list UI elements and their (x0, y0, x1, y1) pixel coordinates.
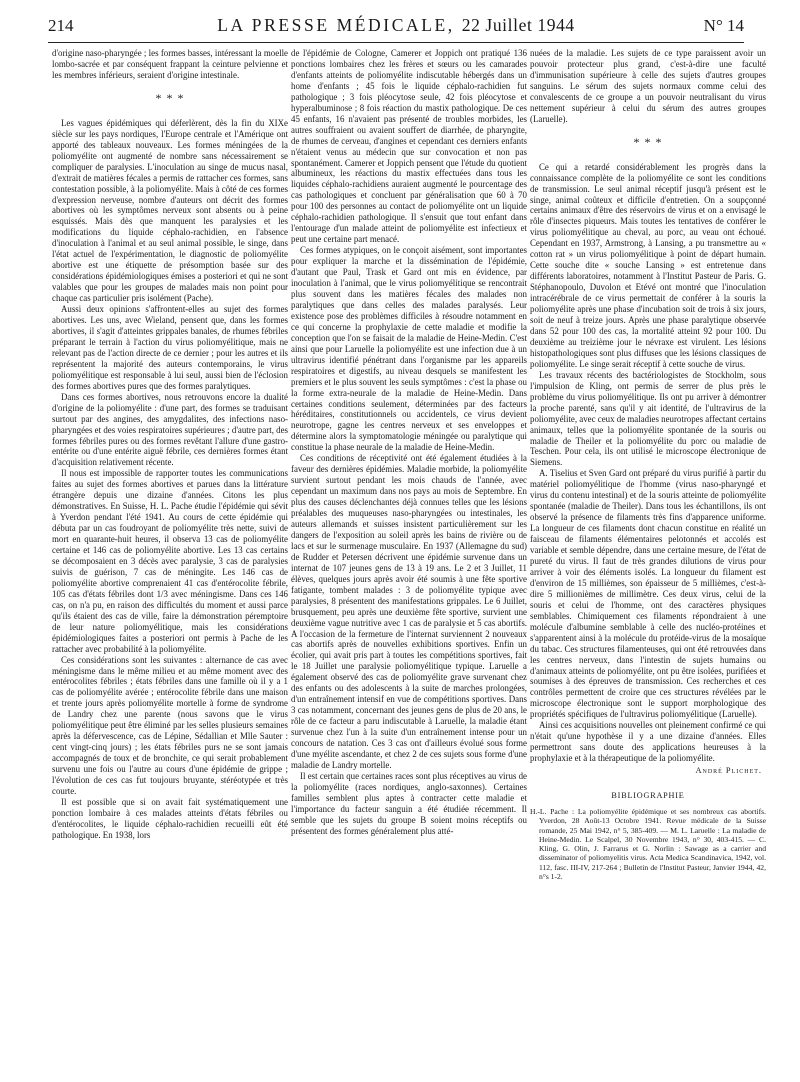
text-column-2 (291, 48, 527, 837)
bibliography-heading: BIBLIOGRAPHIE (611, 791, 685, 801)
journal-title-line (48, 15, 744, 36)
paragraph: Aussi deux opinions s'affrontent-elles au sujet des formes abortives. Les uns, avec Wieland, pensent que, dans les formes abortives, il s'agit d'atteintes grippales banales, de rhumes fébriles préparant le terrain à l'action du virus poliomyélitique, mais ne relevant pas de l'action directe de ce dernier ; pour les autres et ils représentent la majorité des auteurs contemporains, le virus poliomyélitique est responsable à lui seul, aussi bien de l'éclosion des formes abortives pures que des formes paralytiques. (52, 304, 288, 391)
paragraph: Il nous est impossible de rapporter toutes les communications faites au sujet des formes abortives et parues dans la littérature étrangère depuis une dizaine d'années. Citons les plus démonstratives. En Suisse, H. L. Pache étudie l'épidémie qui sévit à Yverdon pendant l'été 1941. Au cours de cette épidémie qui débuta par un cas foudroyant de poliomyélite très nette, suivi de mort en quarante-huit heures, il observa 13 cas de poliomyélite certaine et 146 cas de poliomyélite abortive. Les 13 cas certains se décomposaient en 3 décès avec paralysie, 3 cas de paralysies suivis de guérison, 7 cas de méningite. Les 146 cas de poliomyélite abortive comprenaient 41 cas d'entérocolite fébrile, 105 cas d'états fébriles dont 1/3 avec méningisme. Dans ces 146 cas, on n'a pu, en raison des difficultés du moment et aussi parce qu'ils étaient des cas de ville, faire la démonstration péremptoire de leur nature poliomyélitique, mais les considérations épidémiologiques faites a posteriori ont permis à Pache de les rattacher avec probabilité à la poliomyélite. (52, 468, 288, 654)
paragraph: Dans ces formes abortives, nous retrouvons encore la dualité d'origine de la poliomyélite : d'une part, des formes se traduisant surtout par des angines, des amygdalites, des infections naso-pharyngées et des voies respiratoires supérieures ; d'autre part, des formes fébriles pures ou des formes revêtant l'allure d'une gastro-entérite ou d'une entérite aiguë fébrile, ces dernières formes étant d'acquisition relativement récente. (52, 391, 288, 468)
paragraph: Les travaux récents des bactériologistes de Stockholm, sous l'impulsion de Kling, ont permis de serrer de plus près le problème du virus poliomyélitique. Ils ont pu arriver à démontrer la proche parenté, sans qu'il y ait identité, de l'ultravirus de la poliomyélite, avec ceux de maladies neurotropes affectant certains animaux, telles que la poliomyélite spontanée de la souris ou maladie de Theiler et la poliomyélite du porc ou maladie de Teschen. Pour cela, ils ont utilisé le microscope électronique de Siemens. (530, 369, 766, 468)
paragraph: Les vagues épidémiques qui déferlèrent, dès la fin du XIXe siècle sur les pays nordiques, l'Europe centrale et l'Amérique ont apporté des tableaux nouveaux. Les formes méningées de la poliomyélite ont augmenté de nombre sans nécessairement se compliquer de paralysies. L'inoculation au singe de mucus nasal, d'extrait de matières fécales a permis de rattacher ces formes, sans contestation possible, à la poliomyélite. Mais à côté de ces formes d'expression nerveuse, nombre d'auteurs ont décrit des formes abortives où les symptômes nerveux sont absents ou à peine esquissés. Mais dès que manquent les paralysies et les modifications du liquide céphalo-rachidien, en l'absence d'inoculation à l'animal et au seul animal possible, le singe, dans l'état actuel de l'expérimentation, le diagnostic de poliomyélite abortive est une étiquette de présomption basée sur des considérations épidémiologiques émises a posteriori et qui ne sont valables que pour les groupes de malades mais non point pour chaque cas particulier pris isolément (Pache). (52, 117, 288, 304)
paragraph: Il est possible que si on avait fait systématiquement une ponction lombaire à ces malades atteints d'états fébriles ou d'entérocolites, le liquide céphalo-rachidien recueilli eût été pathologique. En 1938, lors (52, 796, 288, 840)
paragraph: Ainsi ces acquisitions nouvelles ont pleinement confirmé ce qui n'était qu'une hypothèse il y a une dizaine d'années. Elles permettront sans doute des applications heureuses à la prophylaxie et à la thérapeutique de la poliomyélite. (530, 720, 766, 764)
bibliography-entry: H.-L. Pache : La poliomyélite épidémique et ses nombreux cas abortifs. Yverdon, 28 Août-13 Octobre 1941. Revue médicale de la Suisse romande, 25 Mai 1942, n° 5, 385-409. — M. L. Laruelle : La maladie de Heine-Medin. Le Scalpel, 30 Novembre 1943, n° 30, 403-415. — C. Kling, G. Olin, J. Farrarus et G. Norlin : Sawage as a carrier and disseminator of poliomyelitis virus. Acta Medica Scandinavica, 1942, vol. 112, fasc. III-IV, 217-264 ; Bulletin de l'Institut Pasteur, Janvier 1944, 42, n°s 1-2. (530, 807, 766, 882)
text-column-3 (530, 48, 766, 881)
paragraph: Ces considérations sont les suivantes : alternance de cas avec méningisme dans le même milieu et au même moment avec des entérocolites fébriles ; états fébriles dans une famille où il y a 1 cas de poliomyélite avérée ; entérocolite fébrile dans une maison et trente jours après poliomyélite mortelle à forme de syndrome de Landry chez une parente (nous savons que le virus poliomyélitique peut être éliminé par les selles plusieurs semaines après la défervescence, cas de Lépine, Sédallian et Mlle Sauter : cent vingt-cinq jours) ; les états fébriles purs ne se sont jamais accompagnés de toux et de bronchite, ce qui serait probablement survenu une fois ou l'autre au cours d'une épidémie de grippe ; l'évolution de ces cas fut toujours bruyante, stéréotypée et très courte. (52, 654, 288, 796)
section-separator: * * * (155, 90, 185, 105)
paragraph: Ces conditions de réceptivité ont été également étudiées à la faveur des dernières épidémies. Maladie morbide, la poliomyélite survient surtout pendant les mois chauds de l'année, avec cependant un maximum dans nos pays au mois de Septembre. En plus des causes déclenchantes déjà connues telles que les lésions préalables des muqueuses naso-pharyngées ou intestinales, les auteurs allemands et suisses insistent particulièrement sur les dangers de l'exposition au soleil après les bains de rivière ou de lacs et sur le surmenage musculaire. En 1937 (Allemagne du sud) de Rudder et Petersen décrivent une épidémie survenue dans un internat de 107 jeunes gens de 13 à 19 ans. Le 2 et 3 Juillet, 11 élèves, quelques jours après avoir été soumis à une fête sportive fatigante, tombent malades : 3 de poliomyélite typique avec paralysies, 8 présentent des manifestations grippales. Le 6 Juillet, brusquement, peu après une deuxième fête sportive, survient une deuxième vague nutritive avec 1 cas de paralysie et 5 cas abortifs. A l'occasion de la fermeture de l'internat surviennent 2 nouveaux cas abortifs après de nouvelles exhibitions sportives. Enfin un écolier, qui avait pris part à toutes les compétitions sportives, fait le 18 Juillet une paralysie poliomyélitique typique. Laruelle a également observé des cas de poliomyélite grave survenant chez des enfants ou des adolescents à la suite de marches prolongées, d'un entraînement intensif en vue de compétitions sportives. Dans 3 cas notamment, concernant des jeunes gens de plus de 20 ans, le rôle de ce facteur a paru indiscutable à Laruelle, la maladie étant survenue chez l'un à la suite d'un entraînement intense pour un concours de natation. Ces 3 cas ont d'ailleurs évolué sous forme d'une myélite ascendante, et chez 2 de ces sujets sous forme d'une maladie de Landry mortelle. (291, 453, 527, 770)
author-signature: André Plichet. (695, 766, 762, 776)
paragraph: nuées de la maladie. Les sujets de ce type paraissent avoir un pouvoir protecteur plus grand, c'est-à-dire une faculté d'immunisation supérieure à celle des sujets d'autres groupes sanguins. Le sérum des sujets normaux comme celui des convalescents de ce groupe a un pouvoir neutralisant du virus nettement supérieur à celui du sérum des autres groupes (Laruelle). (530, 48, 766, 124)
paragraph: Ce qui a retardé considérablement les progrès dans la connaissance complète de la poliomyélite ce sont les conditions de transmission. Le seul animal réceptif jusqu'à présent est le singe, animal coûteux et difficile d'entretien. On a soupçonné certains animaux d'être des réservoirs de virus et on a envisagé le rôle d'insectes piqueurs. Mais toutes les tentatives de conférer le virus poliomyélitique au cheval, au porc, au veau ont échoué. Cependant en 1937, Armstrong, à Lansing, a pu transmettre au « cotton rat » un virus poliomyélitique à point de départ humain. Cette souche dite « souche Lansing » est entretenue dans différents laboratoires, notamment à l'Institut Pasteur de Paris. G. Stéphanopoulo, Duvolon et Etévé ont montré que l'inoculation intracérébrale de ce virus permettait de conférer à la souris la poliomyélite après une phase d'incubation soit de trois à six jours, soit de neuf à treize jours. Après une phase paralytique observée dans 52 pour 100 des cas, la mortalité atteint 92 pour 100. Du deuxième au treizième jour le névraxe est virulent. Les lésions histopathologiques sont plus diffuses que les lésions classiques de poliomyélite. Le singe serait réceptif à cette souche de virus. (530, 161, 766, 369)
paragraph: Ces formes atypiques, on le conçoit aisément, sont importantes pour expliquer la marche et la dissémination de l'épidémie, d'autant que Paul, Trask et Gard ont mis en évidence, par inoculation à l'animal, que le virus poliomyélitique se rencontrait plus souvent dans les matières fécales des malades non paralytiques que dans celles des malades paralysés. Leur existence pose des problèmes difficiles à résoudre notamment en ce qui concerne la prophylaxie de cette maladie et modifie la conception que l'on se faisait de la maladie de Heine-Medin. C'est ainsi que pour Laruelle la poliomyélite est une infection due à un ultravirus identifié pénétrant dans l'organisme par les appareils respiratoires et digestifs, au niveau desquels se manifestent les premiers et le plus souvent les seuls symptômes : c'est la phase ou la forme extra-neurale de la maladie de Heine-Medin. Dans certaines conditions seulement, déterminées par des facteurs héréditaires, constitutionnels ou accidentels, ce virus devient neurotrope, gagne les centres nerveux et ses enveloppes et détermine alors la symptomatologie méningée ou paralytique qui constitue la phase neurale de la maladie de Heine-Medin. (291, 245, 527, 453)
bibliography (530, 807, 766, 881)
paragraph: A. Tiselius et Sven Gard ont préparé du virus purifié à partir du matériel poliomyélitique de l'homme (virus naso-pharyngé et virus du contenu intestinal) et de la souris atteinte de poliomyélite spontanée (maladie de Theiler). Dans tous les échantillons, ils ont observé la présence de filaments très fins d'apparence uniforme. La longueur de ces filaments dont chacun constitue en réalité un faisceau de filaments élémentaires pelotonnés et accolés est variable et semble dépendre, dans une certaine mesure, de l'état de pureté du virus. Il faut de très grandes dilutions de virus pour arriver à voir des éléments isolés. La longueur du filament est d'environ de 15 millièmes, son épaisseur de 5 millièmes, c'est-à-dire 5 millionièmes de millimètre. Ces deux virus, celui de la souris et celui de l'homme, ont des caractères physiques semblables. Chimiquement ces filaments répondraient à une molécule d'albumine semblable à celle des nucléo-protéines et s'apparentent ainsi à la molécule du protéide-virus de la mosaïque du tabac. Ces structures filamenteuses, qui ont été retrouvées dans les centres nerveux, dans l'intestin de sujets humains ou d'animaux atteints de poliomyélite, ont pu être isolées, purifiées et soumises à des épreuves de transmission. Ces recherches et ces contrôles permettent de croire que ces structures révélées par le microscope électronique sont le support morphologique des propriétés spécifiques de l'ultravirus poliomyélitique (Laruelle). (530, 468, 766, 720)
paragraph: de l'épidémie de Cologne, Camerer et Joppich ont pratiqué 136 ponctions lombaires chez les frères et sœurs ou les camarades d'enfants atteints de poliomyélite indiscutable hébergés dans un home d'enfants ; 45 fois le liquide céphalo-rachidien fut pathologique ; 3 fois pléocytose seule, 42 fois pléocytose et hyperalbuminose ; 8 fois réaction du mastix pathologique. De ces 45 enfants, 16 n'avaient pas présenté de troubles morbides, les autres souffraient ou avaient souffert de diarrhée, de pharyngite, de rhumes de cerveau, d'angines et cependant ces derniers enfants n'étaient venus au médecin que sur convocation et non pas spontanément. Camerer et Joppich pensent que l'étude du quotient albumineux, les réactions du mastix effectuées dans tous les liquides céphalo-rachidiens auraient augmenté le pourcentage des cas pathologiques et concluent par généralisation que 60 à 70 pour 100 des personnes au contact de poliomyélite ont un liquide céphalo-rachidien pathologique. Il s'ensuit que tout enfant dans l'entourage d'un malade atteint de poliomyélite est infectieux et peut une certaine part menacé. (291, 48, 527, 245)
text-column-1 (52, 48, 288, 841)
page-number: 214 (48, 16, 74, 35)
issue-date: 22 Juillet 1944 (461, 15, 575, 35)
paragraph: d'origine naso-pharyngée ; les formes basses, intéressant la moelle lombo-sacrée et par conséquent frappant la ceinture pelvienne et les membres inférieurs, seraient d'origine intestinale. (52, 48, 288, 80)
journal-title: LA PRESSE MÉDICALE, (217, 15, 455, 35)
section-separator: * * * (633, 134, 663, 149)
issue-number: N° 14 (703, 16, 744, 35)
page-header (48, 12, 744, 43)
paragraph: Il est certain que certaines races sont plus réceptives au virus de la poliomyélite (races nordiques, anglo-saxonnes). Certaines familles semblent plus aptes à contracter cette maladie et l'importance du facteur sanguin a été étudiée récemment. Il semble que les sujets du groupe B soient moins réceptifs ou présentent des formes généralement plus atté- (291, 770, 527, 836)
